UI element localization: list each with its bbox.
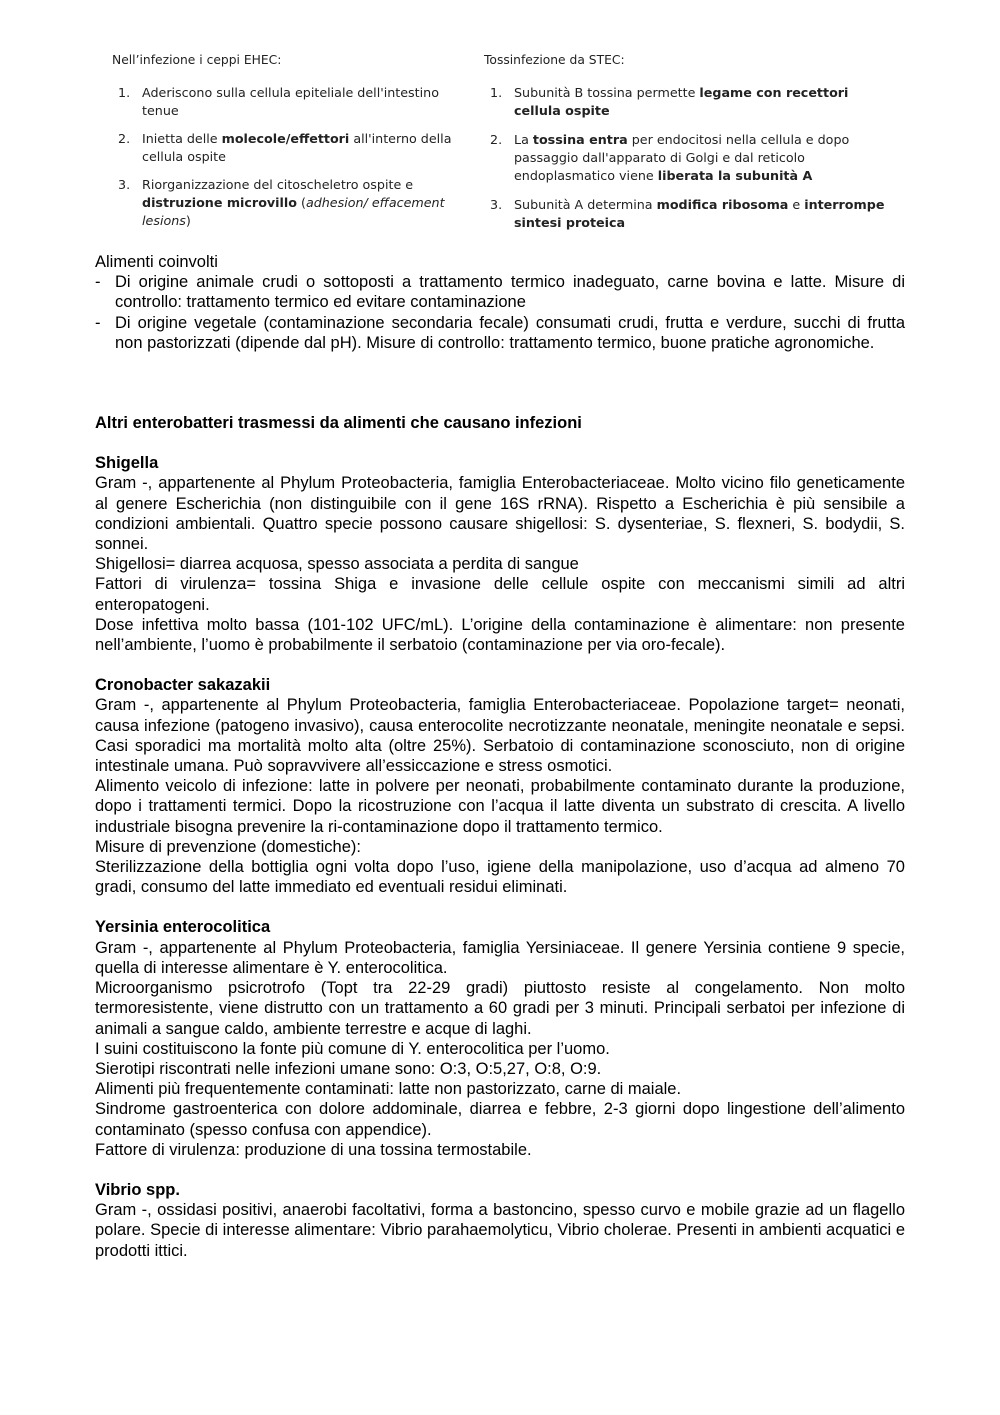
cronobacter-para: Sterilizzazione della bottiglia ogni volta dopo l’uso, igiene della manipolazione, uso d’acqua ad almeno 70 gradi, consumo del latte immediato ed eventuali residui eliminati. [95, 858, 905, 897]
step-number: 1. [118, 85, 131, 100]
figure-step [112, 130, 457, 166]
shigella-para: Shigellosi= diarrea acquosa, spesso associata a perdita di sangue [95, 555, 579, 574]
figure-step [112, 84, 457, 120]
section-title: Altri enterobatteri trasmessi da alimenti che causano infezioni [95, 414, 582, 433]
cronobacter-para: Gram -, appartenente al Phylum Proteobacteria, famiglia Enterobacteriaceae. Popolazione target= neonati, causa infezione (patogeno invasivo), causa enterocolite necrotizzante neonatale, meningite neonatale e sepsi. Casi sporadici ma mortalità molto alta (oltre 25%). Serbatoio di contaminazione sconosciuto, non di origine intestinale umana. Può sopravvivere all’essiccazione e stress osmotici. [95, 696, 905, 776]
step-text: Inietta delle molecole/effettori all'interno della cellula ospite [142, 131, 452, 164]
vibrio-title: Vibrio spp. [95, 1180, 180, 1199]
step-number: 1. [490, 85, 503, 100]
yersinia-para: Fattore di virulenza: produzione di una tossina termostabile. [95, 1140, 532, 1159]
figure-step [112, 176, 457, 230]
cronobacter-para: Alimento veicolo di infezione: latte in polvere per neonati, probabilmente contaminato durante la produzione, dopo i trattamenti termici. Dopo la ricostruzione con l’acqua il latte diventa un substrato di crescita. A livello industriale bisogna prevenire la ri-contaminazione dopo il trattamento termico. [95, 777, 905, 836]
stec-title: Tossinfezione da STEC: [484, 53, 625, 67]
yersinia-para: Sierotipi riscontrati nelle infezioni umane sono: O:3, O:5,27, O:8, O:9. [95, 1059, 602, 1078]
stec-steps [484, 84, 894, 232]
shigella-para: Gram -, appartenente al Phylum Proteobacteria, famiglia Enterobacteriaceae. Molto vicino filo geneticamente al genere Escherichia (non distinguibile con il gene 16S rRNA). Rispetto a Escherichia è più sensibile a condizioni ambientali. Quattro specie possono causare shigellosi: S. dysenteriae, S. flexneri, S. bodydii, S. sonnei. [95, 474, 905, 554]
ehec-infection-column [112, 52, 457, 240]
yersinia-para: Microorganismo psicrotrofo (Topt tra 22-29 gradi) piuttosto resiste al congelamento. Non molto termoresistente, viene distrutto con un trattamento a 60 gradi per 3 minuti. Principali serbatoi per infezione di animali a sangue caldo, ambiente terrestre e acque di laghi. [95, 979, 905, 1038]
step-text: La tossina entra per endocitosi nella cellula e dopo passaggio dall'apparato di Golgi e dal reticolo endoplasmatico viene liberata la subunità A [514, 132, 850, 183]
foods-title: Alimenti coinvolti [95, 253, 218, 271]
step-number: 3. [490, 197, 503, 212]
cronobacter-title: Cronobacter sakazakii [95, 676, 271, 695]
stec-toxinfection-column [484, 52, 894, 243]
figure-step [484, 131, 894, 185]
step-text: Subunità A determina modifica ribosoma e interrompe sintesi proteica [514, 197, 885, 230]
shigella-para: Dose infettiva molto bassa (101-102 UFC/mL). L’origine della contaminazione è alimentare: non presente nell’ambiente, l’uomo è probabilmente il serbatoio (contaminazione per via oro-fecale). [95, 615, 905, 655]
figure-step [484, 84, 894, 120]
vibrio-para: Gram -, ossidasi positivi, anaerobi facoltativi, forma a bastoncino, spesso curvo e mobile grazie ad un flagello polare. Specie di interesse alimentare: Vibrio parahaemolyticu, Vibrio cholerae. Presenti in ambienti acquatici e prodotti ittici. [95, 1201, 905, 1260]
figure-step [484, 196, 894, 232]
ehec-steps [112, 84, 457, 230]
shigella-para: Fattori di virulenza= tossina Shiga e invasione delle cellule ospite con meccanismi simili ad altri enteropatogeni. [95, 575, 905, 614]
yersinia-para: I suini costituiscono la fonte più comune di Y. enterocolitica per l’uomo. [95, 1039, 610, 1058]
yersinia-title: Yersinia enterocolitica [95, 918, 271, 937]
foods-item-animal: - Di origine animale crudi o sottoposti a trattamento termico inadeguato, carne bovina e latte. Misure di controllo: trattamento termico ed evitare contaminazione [95, 273, 905, 312]
yersinia-para: Gram -, appartenente al Phylum Proteobacteria, famiglia Yersiniaceae. Il genere Yersinia contiene 9 specie, quella di interesse alimentare è Y. enterocolitica. [95, 938, 905, 977]
step-number: 3. [118, 177, 131, 192]
ehec-title: Nell’infezione i ceppi EHEC: [112, 53, 282, 67]
yersinia-para: Alimenti più frequentemente contaminati: latte non pastorizzato, carne di maiale. [95, 1080, 682, 1099]
step-number: 2. [118, 131, 131, 146]
cronobacter-para: Misure di prevenzione (domestiche): [95, 837, 361, 856]
foods-item-vegetable: - Di origine vegetale (contaminazione secondaria fecale) consumati crudi, frutta e verdure, succhi di frutta non pastorizzati (dipende dal pH). Misure di controllo: trattamento termico, buone pratiche agronomiche. [95, 313, 905, 352]
step-text: Aderiscono sulla cellula epiteliale dell'intestino tenue [142, 85, 439, 118]
step-text: Subunità B tossina permette legame con recettori cellula ospite [514, 85, 849, 118]
step-text: Riorganizzazione del citoscheletro ospite e distruzione microvillo (adhesion/ effacement lesions) [142, 177, 445, 228]
ehec-stec-figure [112, 52, 912, 232]
yersinia-para: Sindrome gastroenterica con dolore addominale, diarrea e febbre, 2-3 giorni dopo lingestione dell’alimento contaminato (spesso confusa con appendice). [95, 1100, 905, 1139]
shigella-title: Shigella [95, 454, 159, 473]
step-number: 2. [490, 132, 503, 147]
document-body [95, 252, 905, 1261]
